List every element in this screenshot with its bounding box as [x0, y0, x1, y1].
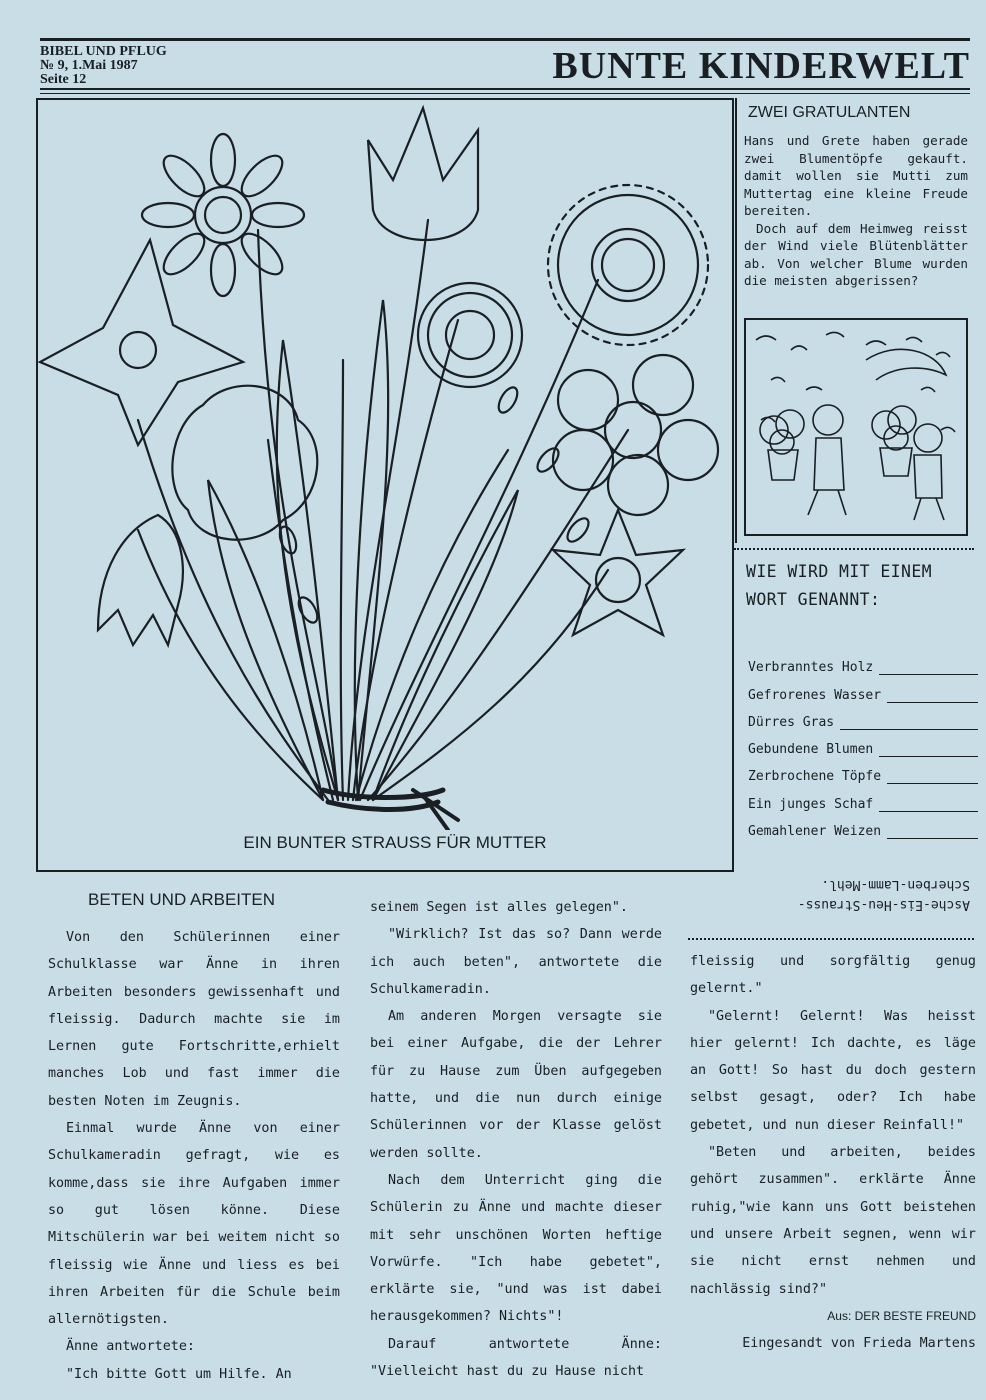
page-number: Seite 12 — [40, 72, 87, 87]
article-paragraph: "Gelernt! Gelernt! Was heisst hier gelernt! Ich dachte, es läge an Gott! So hast du doch gestern selbst gesagt, oder? Ich habe gebetet, und nun dieser Reinfall!" — [690, 1008, 976, 1133]
article-paragraph: fleissig und sorgfältig genug gelernt." — [690, 954, 976, 997]
header-top-rule — [40, 38, 970, 41]
leaf — [373, 490, 518, 800]
quiz-item — [748, 757, 978, 784]
article-title: BETEN UND ARBEITEN — [88, 890, 276, 909]
quiz-list — [748, 648, 978, 839]
quiz-dotted-divider — [734, 548, 974, 550]
leaf — [355, 300, 388, 800]
quiz-item — [748, 730, 978, 757]
answer-blank — [879, 744, 978, 757]
star-flower — [40, 240, 243, 445]
quiz-term: Gefrorenes Wasser — [748, 687, 882, 703]
article-column-3 — [690, 948, 976, 1357]
answer-blank — [879, 799, 978, 812]
sidebar-story-paragraph: Hans und Grete haben gerade zwei Blumentöpfe gekauft. damit wollen sie Mutti zum Muttertag eine kleine Freude bereiten. — [744, 133, 968, 218]
header-meta — [40, 45, 240, 87]
quiz-item — [748, 784, 978, 811]
quiz-term: Zerbrochene Töpfe — [748, 769, 882, 785]
stem — [348, 220, 428, 800]
header-bottom-rule — [40, 88, 970, 90]
article-paragraph: "Wirklich? Ist das so? Dann werde ich auch beten", antwortete die Schulkameradin. — [370, 927, 662, 997]
leaf-bud — [564, 515, 593, 545]
stem — [368, 430, 628, 800]
stem — [356, 450, 508, 800]
quiz-term: Ein junges Schaf — [748, 796, 874, 812]
answer-blank — [887, 690, 978, 703]
stem — [353, 320, 458, 800]
article-paragraph: Am anderen Morgen versagte sie bei einer Aufgabe, die der Lehrer für zu Hause zum Üben aufgegeben hatte, und die nun durch einige Schülerinnen vor der Klasse gelöst werden sollte. — [370, 1009, 662, 1161]
sunflower-flower — [548, 185, 708, 345]
answer-blank — [887, 771, 978, 784]
leaf — [277, 340, 338, 800]
publication-name: BIBEL UND PFLUG — [40, 44, 167, 59]
article-paragraph: "Beten und arbeiten, beides gehört zusammen". erklärte Änne ruhig,"wie kann uns Gott beistehen und unsere Arbeit segnen, wenn wir sie nicht ernst nehmen und nachlässig sind?" — [690, 1145, 976, 1297]
sidebar-story-title: ZWEI GRATULANTEN — [748, 104, 911, 121]
daisy-flower — [142, 134, 304, 296]
quiz-item — [748, 812, 978, 839]
stem — [258, 230, 338, 800]
article-submitter: Eingesandt von Frieda Martens — [742, 1336, 976, 1352]
article-column-1 — [48, 924, 340, 1388]
answer-dotted-divider — [688, 938, 974, 940]
article-paragraph: Von den Schülerinnen einer Schulklasse war Änne in ihren Arbeiten besonders gewissenhaft und fleissig. Dadurch machte sie im Lernen gute Fortschritte,erhielt manches Lob und fast immer die besten Noten im Zeugnis. — [48, 930, 340, 1109]
quiz-item — [748, 648, 978, 675]
quiz-term: Gemahlener Weizen — [748, 824, 882, 840]
article-column-2 — [370, 894, 662, 1385]
answer-blank — [840, 717, 978, 730]
flower-bouquet-illustration — [38, 100, 728, 830]
quiz-term: Gebundene Blumen — [748, 742, 874, 758]
tulip-flower — [368, 108, 478, 240]
quiz-answer-upside-down: Asche-Eis-Heu-Strauss-Scherben-Lamm-Mehl. — [797, 877, 970, 912]
header-bottom-rule-2 — [40, 93, 970, 94]
article-paragraph: seinem Segen ist alles gelegen". — [370, 900, 628, 915]
sidebar-story-paragraph: Doch auf dem Heimweg reisst der Wind viele Blütenblätter ab. Von welcher Blume wurden die meisten abgerissen? — [744, 220, 968, 288]
stem — [373, 570, 608, 800]
quiz-item — [748, 675, 978, 702]
issue-line: № 9, 1.Mai 1987 — [40, 58, 138, 73]
article-paragraph: Nach dem Unterricht ging die Schülerin zu Änne und machte dieser mit sehr unschönen Worten heftige Vorwürfe. "Ich habe gebetet", erklärte sie, "und was ist dabei herausgekommen? Nichts"! — [370, 1172, 662, 1325]
answer-blank — [887, 826, 978, 839]
sidebar-story-text — [744, 132, 968, 290]
quiz-item — [748, 703, 978, 730]
narcissus-flower — [553, 510, 683, 635]
bouquet-ribbon — [328, 802, 438, 810]
answer-blank — [879, 662, 978, 675]
illustration-caption: EIN BUNTER STRAUSS FÜR MUTTER — [243, 833, 547, 852]
bouquet-ribbon-ends — [413, 790, 458, 830]
leaf-bud — [534, 445, 563, 475]
round-flower — [418, 283, 522, 387]
section-masthead: BUNTE KINDERWELT — [552, 45, 970, 87]
article-paragraph: Darauf antwortete Änne: "Vielleicht hast du zu Hause nicht — [370, 1336, 662, 1380]
article-paragraph: Änne antwortete: — [66, 1339, 195, 1355]
children-with-flowerpots-cartoon — [746, 320, 966, 530]
sidebar-divider — [735, 98, 737, 543]
article-paragraph: "Ich bitte Gott um Hilfe. An — [66, 1366, 292, 1382]
carnation-flower — [172, 386, 317, 540]
article-paragraph: Einmal wurde Änne von einer Schulkameradin gefragt, wie es komme,dass sie ihre Aufgaben immer so gut lösen könne. Diese Mitschülerin war bei weitem nicht so fleissig wie Änne und liess es bei ihren Arbeiten für die Schule beim allernötigsten. — [48, 1121, 340, 1328]
pansy-flower — [553, 355, 718, 515]
star-flower-center — [120, 332, 156, 368]
leaf-bud — [495, 384, 521, 415]
article-source: Aus: DER BESTE FREUND — [827, 1308, 976, 1323]
quiz-term: Verbranntes Holz — [748, 660, 874, 676]
quiz-term: Dürres Gras — [748, 714, 835, 730]
stem — [341, 360, 343, 800]
quiz-title: WIE WIRD MIT EINEM WORT GENANNT: — [746, 562, 933, 609]
